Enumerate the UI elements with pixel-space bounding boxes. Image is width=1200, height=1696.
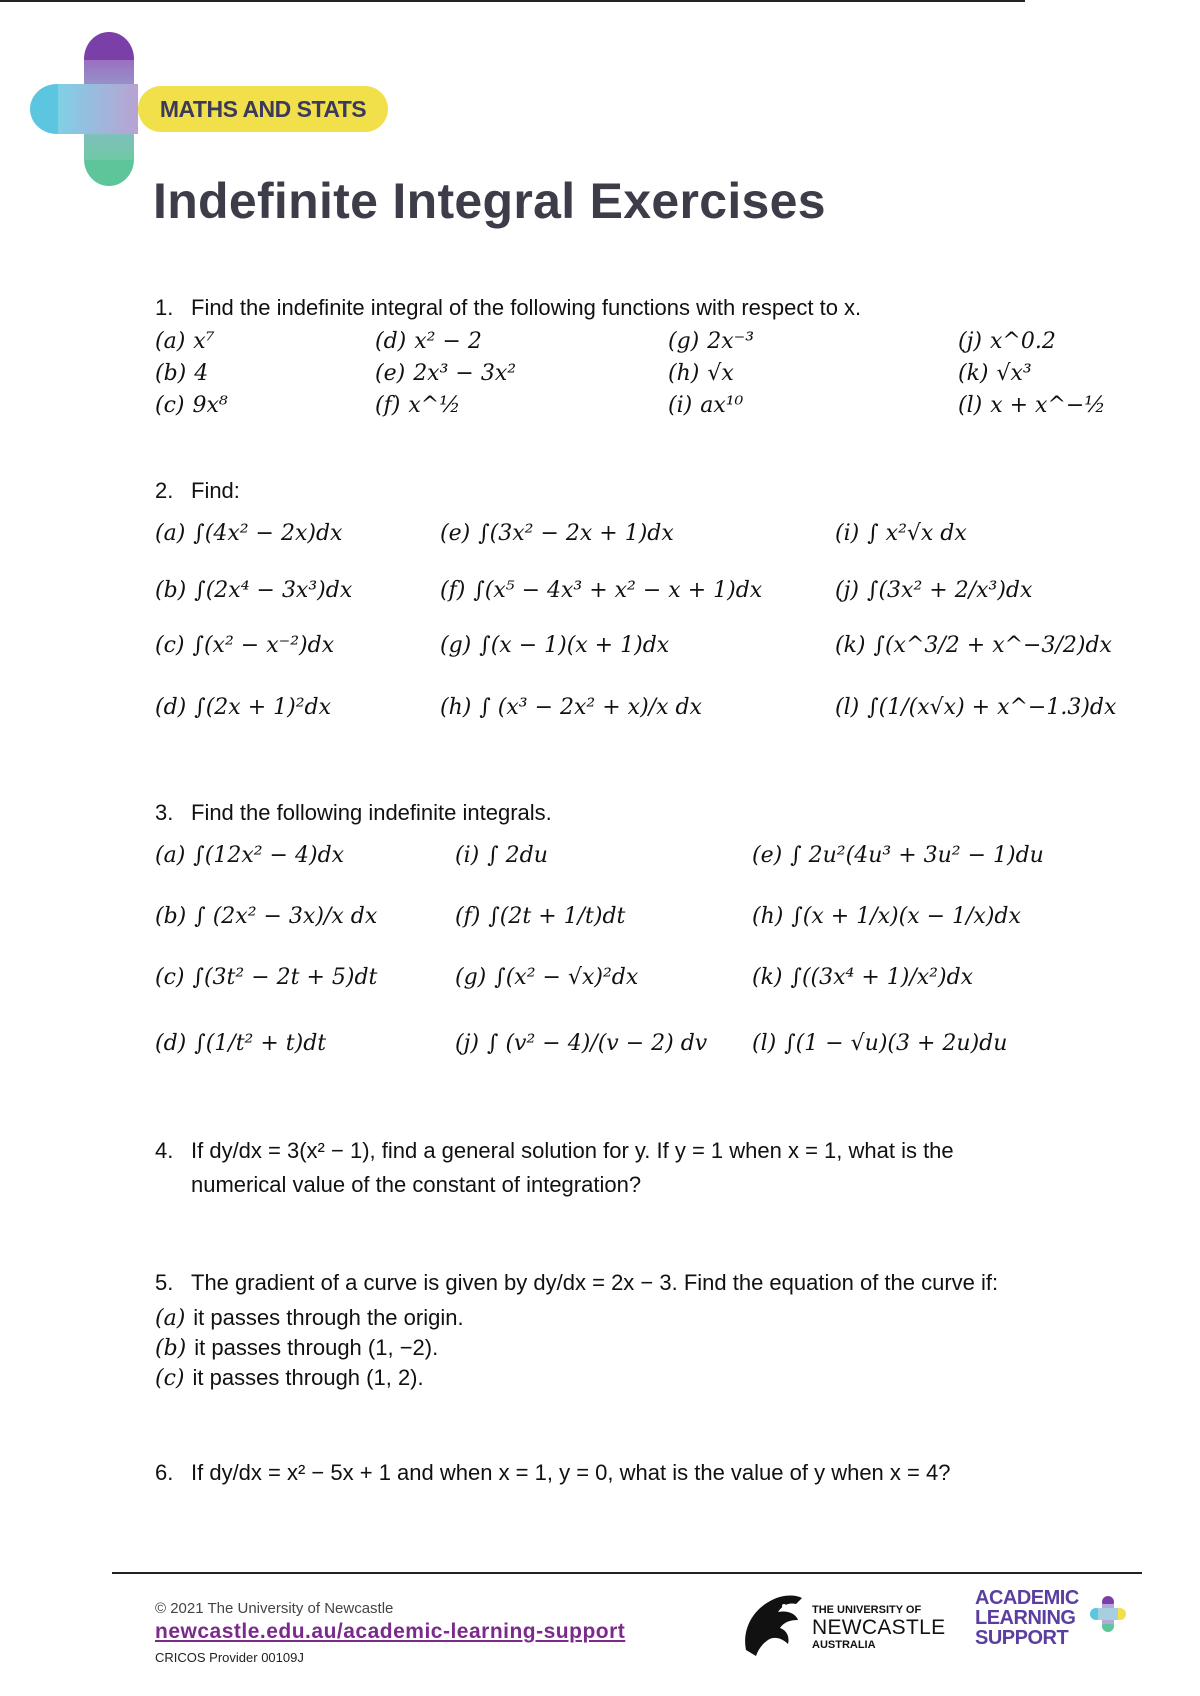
q5-heading [155, 1270, 998, 1296]
q4-line1: If dy/dx = 3(x² − 1), find a general solution for y. If y = 1 when x = 1, what is the [191, 1138, 954, 1163]
q3-number: 3. [155, 800, 174, 825]
q3-item: (h) ∫(x + 1/x)(x − 1/x)dx [752, 904, 1021, 929]
q3-item: (f) ∫(2t + 1/t)dt [455, 904, 626, 929]
q1-item: (j) x^0.2 [958, 329, 1056, 354]
q6-number: 6. [155, 1460, 174, 1485]
q2-item: (j) ∫(3x² + 2/x³)dx [835, 578, 1033, 603]
q1-item: (i) ax¹⁰ [668, 393, 744, 418]
q5-item: (a) it passes through the origin. [155, 1305, 464, 1331]
academic-learning-support-logo: ACADEMIC LEARNING SUPPORT [975, 1587, 1079, 1649]
q2-item: (b) ∫(2x⁴ − 3x³)dx [155, 578, 353, 603]
q1-heading [155, 295, 861, 321]
q2-item: (i) ∫ x²√x dx [835, 521, 967, 546]
q3-item: (i) ∫ 2du [455, 843, 548, 868]
q3-item: (c) ∫(3t² − 2t + 5)dt [155, 965, 378, 990]
q6-text [155, 1460, 950, 1486]
q1-item: (g) 2x⁻³ [668, 329, 755, 354]
q1-item: (c) 9x⁸ [155, 393, 228, 418]
als-cross-icon [1090, 1596, 1126, 1637]
q1-item: (d) x² − 2 [375, 329, 482, 354]
q1-item: (a) x⁷ [155, 329, 215, 354]
q3-item: (b) ∫ (2x² − 3x)/x dx [155, 904, 378, 929]
q4-line2: numerical value of the constant of integration? [191, 1172, 642, 1197]
q2-item: (c) ∫(x² − x⁻²)dx [155, 633, 335, 658]
q3-item: (e) ∫ 2u²(4u³ + 3u² − 1)du [752, 843, 1044, 868]
q6-prompt: If dy/dx = x² − 5x + 1 and when x = 1, y = 0, what is the value of y when x = 4? [191, 1460, 951, 1485]
q5-item: (b) it passes through (1, −2). [155, 1335, 439, 1361]
q3-item: (l) ∫(1 − √u)(3 + 2u)du [752, 1031, 1008, 1056]
q3-heading [155, 800, 552, 826]
q2-number: 2. [155, 478, 174, 503]
copyright: © 2021 The University of Newcastle [155, 1600, 394, 1617]
q5-number: 5. [155, 1270, 174, 1295]
q1-item: (e) 2x³ − 3x² [375, 361, 517, 386]
cricos: CRICOS Provider 00109J [155, 1650, 304, 1665]
top-rule [0, 0, 1025, 2]
q1-item: (h) √x [668, 361, 734, 386]
q3-item: (g) ∫(x² − √x)²dx [455, 965, 639, 990]
footer-rule [112, 1572, 1142, 1574]
university-name: THE UNIVERSITY OF NEWCASTLE AUSTRALIA [812, 1604, 946, 1652]
q2-item: (e) ∫(3x² − 2x + 1)dx [440, 521, 674, 546]
q3-item: (k) ∫((3x⁴ + 1)/x²)dx [752, 965, 974, 990]
q2-item: (a) ∫(4x² − 2x)dx [155, 521, 343, 546]
q2-prompt: Find: [191, 478, 240, 503]
q2-item: (l) ∫(1/(x√x) + x^−1.3)dx [835, 695, 1117, 720]
q3-item: (d) ∫(1/t² + t)dt [155, 1031, 327, 1056]
q3-item: (a) ∫(12x² − 4)dx [155, 843, 345, 868]
q4-number: 4. [155, 1138, 174, 1163]
q1-item: (b) 4 [155, 361, 209, 386]
q2-item: (h) ∫ (x³ − 2x² + x)/x dx [440, 695, 702, 720]
q3-prompt: Find the following indefinite integrals. [191, 800, 552, 825]
support-link[interactable]: newcastle.edu.au/academic-learning-support [155, 1620, 626, 1643]
q1-number: 1. [155, 295, 174, 320]
q1-item: (k) √x³ [958, 361, 1032, 386]
q5-prompt: The gradient of a curve is given by dy/dx = 2x − 3. Find the equation of the curve if: [191, 1270, 999, 1295]
q3-item: (j) ∫ (v² − 4)/(v − 2) dv [455, 1031, 708, 1056]
logo-horizontal-bar [58, 84, 138, 134]
newcastle-horse-logo-icon [738, 1590, 806, 1665]
q2-item: (d) ∫(2x + 1)²dx [155, 695, 332, 720]
q5-item: (c) it passes through (1, 2). [155, 1365, 424, 1391]
q1-item: (l) x + x^−½ [958, 393, 1106, 418]
q2-item: (g) ∫(x − 1)(x + 1)dx [440, 633, 670, 658]
q4-text [155, 1138, 954, 1164]
q1-prompt: Find the indefinite integral of the following functions with respect to x. [191, 295, 862, 320]
q2-item: (k) ∫(x^3/2 + x^−3/2)dx [835, 633, 1112, 658]
maths-stats-badge: MATHS AND STATS [138, 86, 388, 132]
q2-heading [155, 478, 240, 504]
page-title: Indefinite Integral Exercises [153, 173, 826, 229]
q2-item: (f) ∫(x⁵ − 4x³ + x² − x + 1)dx [440, 578, 763, 603]
q1-item: (f) x^½ [375, 393, 461, 418]
